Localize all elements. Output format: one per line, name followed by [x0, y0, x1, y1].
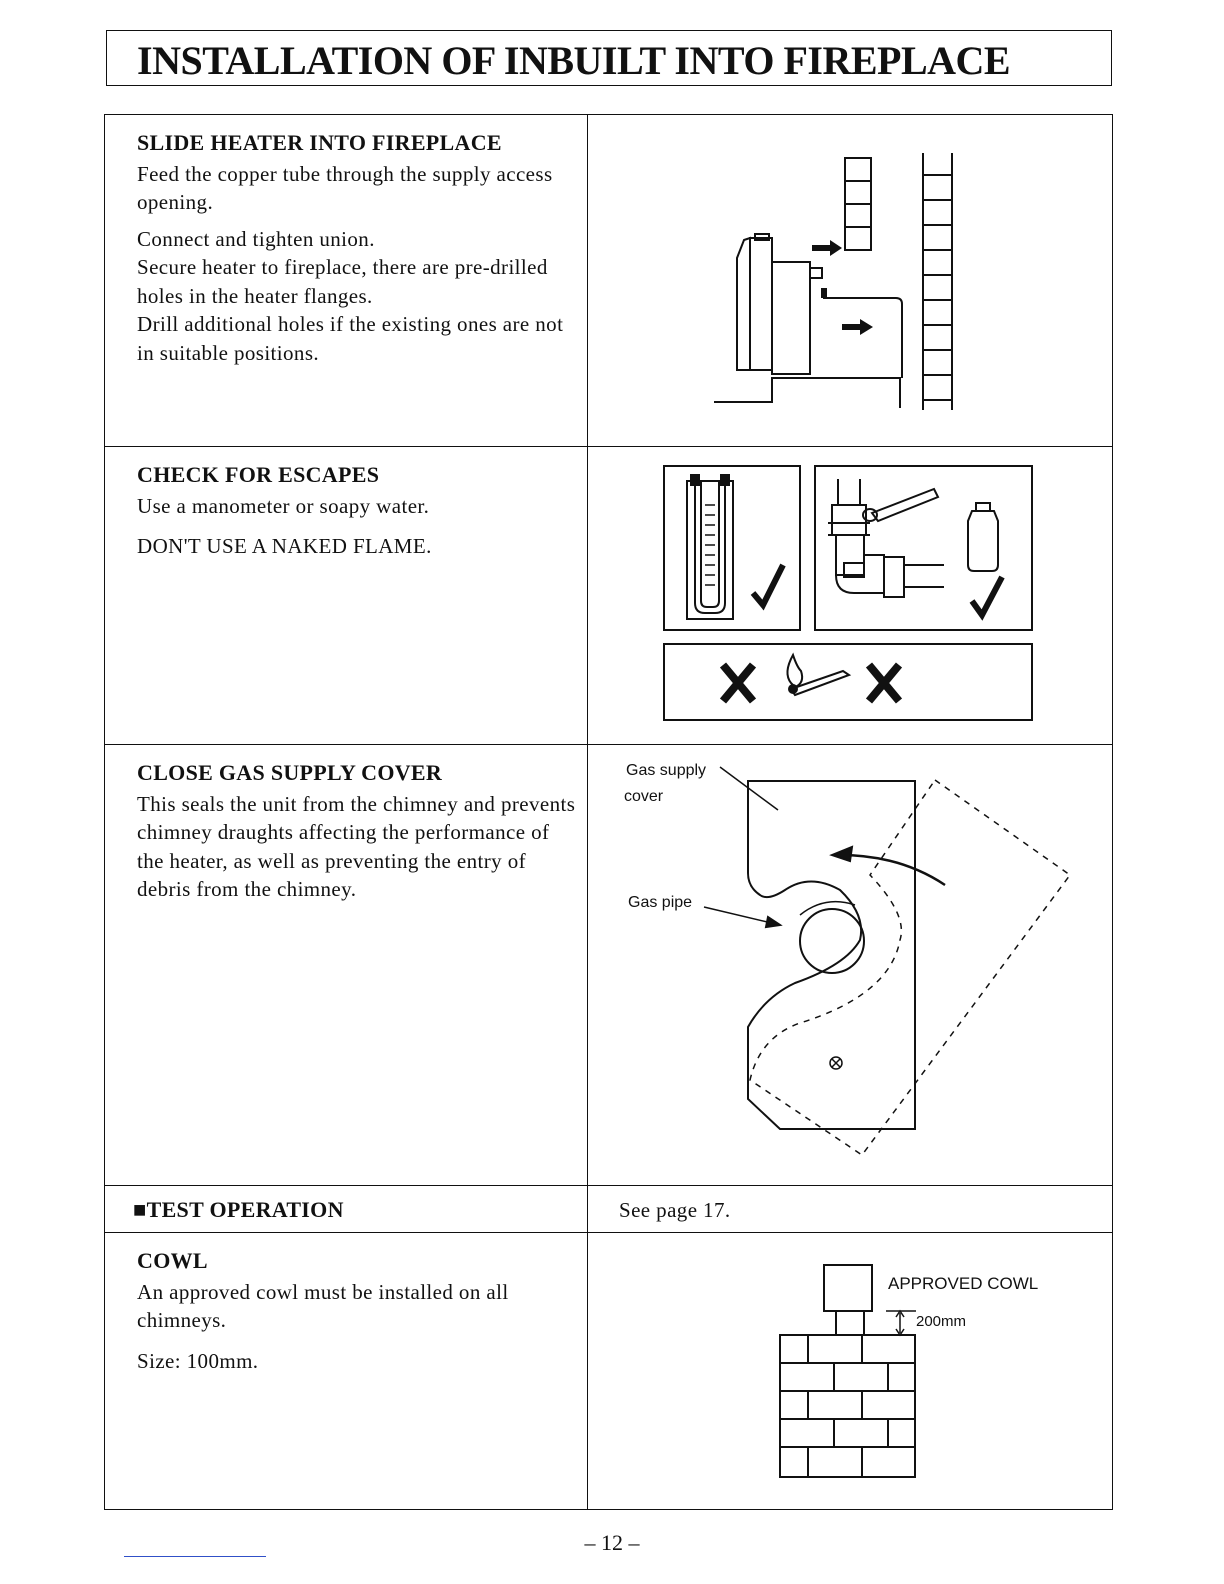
row-divider — [105, 1232, 1112, 1233]
no-flame-figure — [663, 643, 1033, 721]
close-cover-section — [137, 759, 577, 904]
fireplace-wall — [923, 153, 952, 410]
chimney-bricks — [780, 1335, 915, 1477]
gas-supply-cover-label: Gas supply — [626, 762, 707, 779]
close-cover-para1: This seals the unit from the chimney and prevents chimney draughts affecting the performance of the heater, as well as preventing the entry of debris from the chimney. — [137, 791, 576, 901]
approved-cowl-label: APPROVED COWL — [888, 1274, 1039, 1293]
cowl-section — [137, 1247, 577, 1375]
page-title: INSTALLATION OF INBUILT INTO FIREPLACE — [137, 38, 1011, 83]
checkmark-icon — [753, 565, 783, 605]
arrow-right-icon — [812, 240, 842, 256]
heater-body — [714, 234, 900, 408]
brush-icon — [872, 489, 938, 521]
slide-heater-heading: SLIDE HEATER INTO FIREPLACE — [137, 130, 502, 155]
bullet-icon: ■ — [133, 1197, 147, 1222]
dimension-label: 200mm — [916, 1313, 967, 1330]
cross-icon — [869, 665, 899, 701]
gas-supply-cover-figure — [600, 755, 1090, 1165]
slide-heater-para2-line1: Connect and tighten union. — [137, 226, 375, 251]
chimney-cowl-figure — [760, 1255, 1070, 1487]
test-operation-label: TEST OPERATION — [146, 1197, 344, 1222]
test-operation-section — [133, 1196, 573, 1225]
gas-supply-cover-label-line2: cover — [624, 788, 664, 805]
soapy-water-figure — [814, 465, 1033, 631]
close-cover-heading: CLOSE GAS SUPPLY COVER — [137, 760, 443, 785]
cowl-icon — [824, 1265, 872, 1311]
arrow-right-icon — [842, 319, 873, 335]
pipe-fitting-icon — [828, 479, 944, 597]
match-icon — [787, 655, 849, 695]
cowl-heading: COWL — [137, 1248, 208, 1273]
row-divider — [105, 1185, 1112, 1186]
rotation-arrow-icon — [840, 855, 945, 885]
manometer-icon — [687, 481, 733, 619]
gas-pipe-label: Gas pipe — [628, 894, 693, 911]
soap-bottle-icon — [968, 503, 998, 571]
column-divider — [587, 115, 588, 1509]
row-divider — [105, 744, 1112, 745]
cover-open-position — [750, 780, 1070, 1155]
slide-heater-para2-line3: Drill additional holes if the existing ones are not in suitable positions. — [137, 312, 564, 365]
slide-heater-section — [137, 129, 577, 367]
manometer-figure — [663, 465, 801, 631]
row-divider — [105, 446, 1112, 447]
title-box — [106, 30, 1112, 86]
check-escapes-para1: Use a manometer or soapy water. — [137, 493, 430, 518]
page-number: – 12 – — [584, 1530, 640, 1555]
check-escapes-heading: CHECK FOR ESCAPES — [137, 462, 380, 487]
slide-heater-para2-line2: Secure heater to fireplace, there are pre-drilled holes in the heater flanges. — [137, 255, 548, 308]
checkmark-icon — [972, 577, 1002, 615]
check-escapes-warning: DON'T USE A NAKED FLAME. — [137, 534, 432, 558]
cowl-size: Size: 100mm. — [137, 1348, 259, 1373]
slide-heater-para1: Feed the copper tube through the supply access opening. — [137, 161, 553, 214]
cross-icon — [723, 665, 753, 701]
gas-pipe-icon — [800, 909, 864, 973]
heater-installation-figure — [700, 150, 970, 415]
test-operation-reference: See page 17. — [619, 1198, 731, 1222]
test-operation-reference-cell — [619, 1196, 1059, 1225]
check-escapes-section — [137, 461, 577, 561]
footer-link-underline — [124, 1556, 266, 1557]
cover-plate — [748, 781, 915, 1129]
cowl-para1: An approved cowl must be installed on all chimneys. — [137, 1279, 509, 1332]
test-operation-heading — [133, 1196, 573, 1225]
